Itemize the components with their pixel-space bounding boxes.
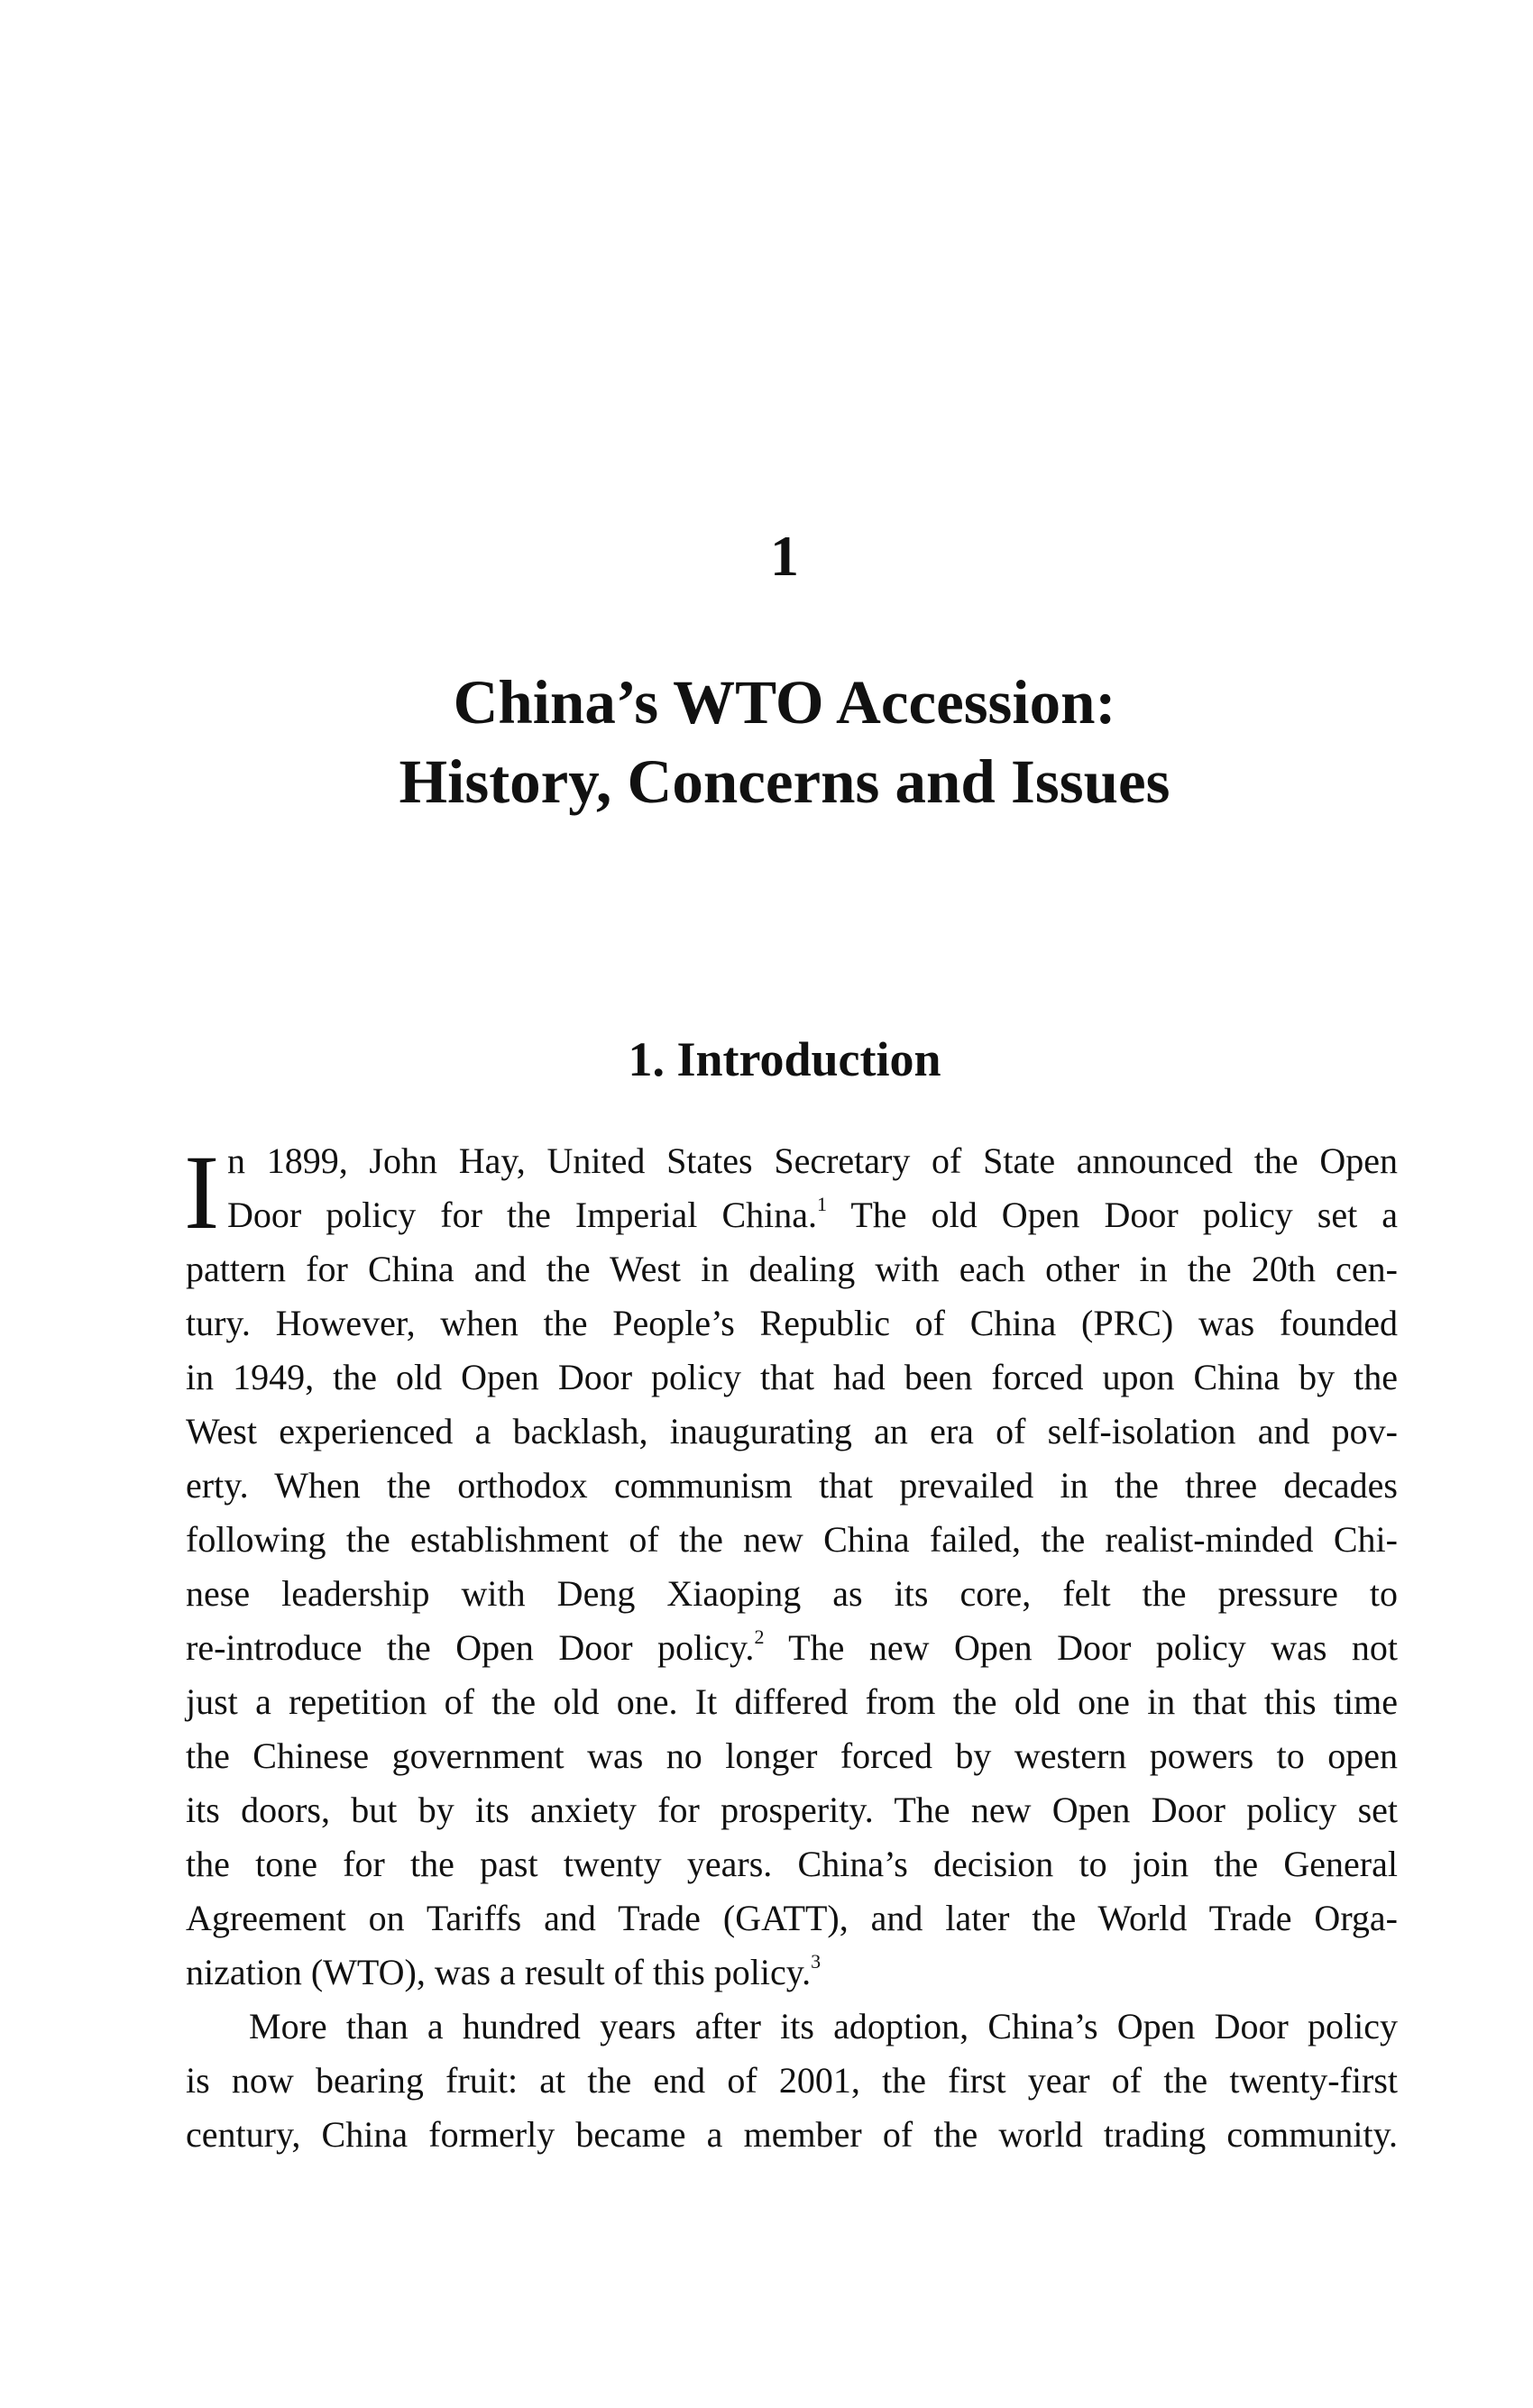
- paragraph-1-line: the tone for the past twenty years. China’s decision to join the General: [186, 1844, 1398, 1884]
- paragraph-1-line: n 1899, John Hay, United States Secretary of State announced the Open: [227, 1140, 1398, 1181]
- paragraph-2-line: century, China formerly became a member of the world trading community.: [186, 2114, 1398, 2155]
- paragraph-1-line: [186, 1188, 1398, 1242]
- chapter-title-line-2: History, Concerns and Issues: [399, 747, 1170, 816]
- paragraph-2-line: is now bearing fruit: at the end of 2001, the first year of the twenty-first: [186, 2060, 1398, 2101]
- paragraph-1-line: tury. However, when the People’s Republic of China (PRC) was founded: [186, 1303, 1398, 1343]
- paragraph-1-line: [186, 1621, 1398, 1675]
- chapter-number: 1: [770, 524, 799, 588]
- paragraph-1-line: just a repetition of the old one. It differed from the old one in that this time: [186, 1681, 1398, 1722]
- paragraph-1-line: its doors, but by its anxiety for prosperity. The new Open Door policy set: [186, 1790, 1398, 1830]
- paragraph-1-line: the Chinese government was no longer forced by western powers to open: [186, 1735, 1398, 1776]
- paragraph-1-line: West experienced a backlash, inaugurating an era of self-isolation and pov-: [186, 1411, 1398, 1451]
- text-run: Door policy for the Imperial China.: [227, 1195, 818, 1235]
- paragraph-1-line: following the establishment of the new China failed, the realist-minded Chi-: [186, 1519, 1398, 1560]
- drop-cap: I: [184, 1133, 220, 1251]
- footnote-ref-1: 1: [817, 1193, 828, 1215]
- text-run: The old Open Door policy set a: [827, 1195, 1399, 1235]
- text-run: re-introduce the Open Door policy.: [186, 1627, 755, 1668]
- section-heading: 1. Introduction: [628, 1032, 941, 1086]
- footnote-ref-3: 3: [811, 1950, 822, 1973]
- text-run: The new Open Door policy was not: [764, 1627, 1398, 1668]
- paragraph-1-line: pattern for China and the West in dealing with each other in the 20th cen-: [186, 1249, 1398, 1289]
- footnote-ref-2: 2: [754, 1625, 765, 1648]
- chapter-title: [0, 663, 1533, 821]
- text-run: nization (WTO), was a result of this policy.: [186, 1952, 812, 1992]
- paragraph-1-line: nese leadership with Deng Xiaoping as its core, felt the pressure to: [186, 1573, 1398, 1614]
- paragraph-1-line: Agreement on Tariffs and Trade (GATT), and later the World Trade Orga-: [186, 1898, 1398, 1938]
- paragraph-2-line: More than a hundred years after its adoption, China’s Open Door policy: [249, 2006, 1398, 2046]
- paragraph-1-line: [186, 1946, 1398, 2000]
- chapter-title-line-1: China’s WTO Accession:: [453, 668, 1116, 737]
- paragraph-1-line: erty. When the orthodox communism that prevailed in the three decades: [186, 1465, 1398, 1506]
- body-text: [186, 1134, 1398, 2162]
- paragraph-1-line: in 1949, the old Open Door policy that had been forced upon China by the: [186, 1357, 1398, 1397]
